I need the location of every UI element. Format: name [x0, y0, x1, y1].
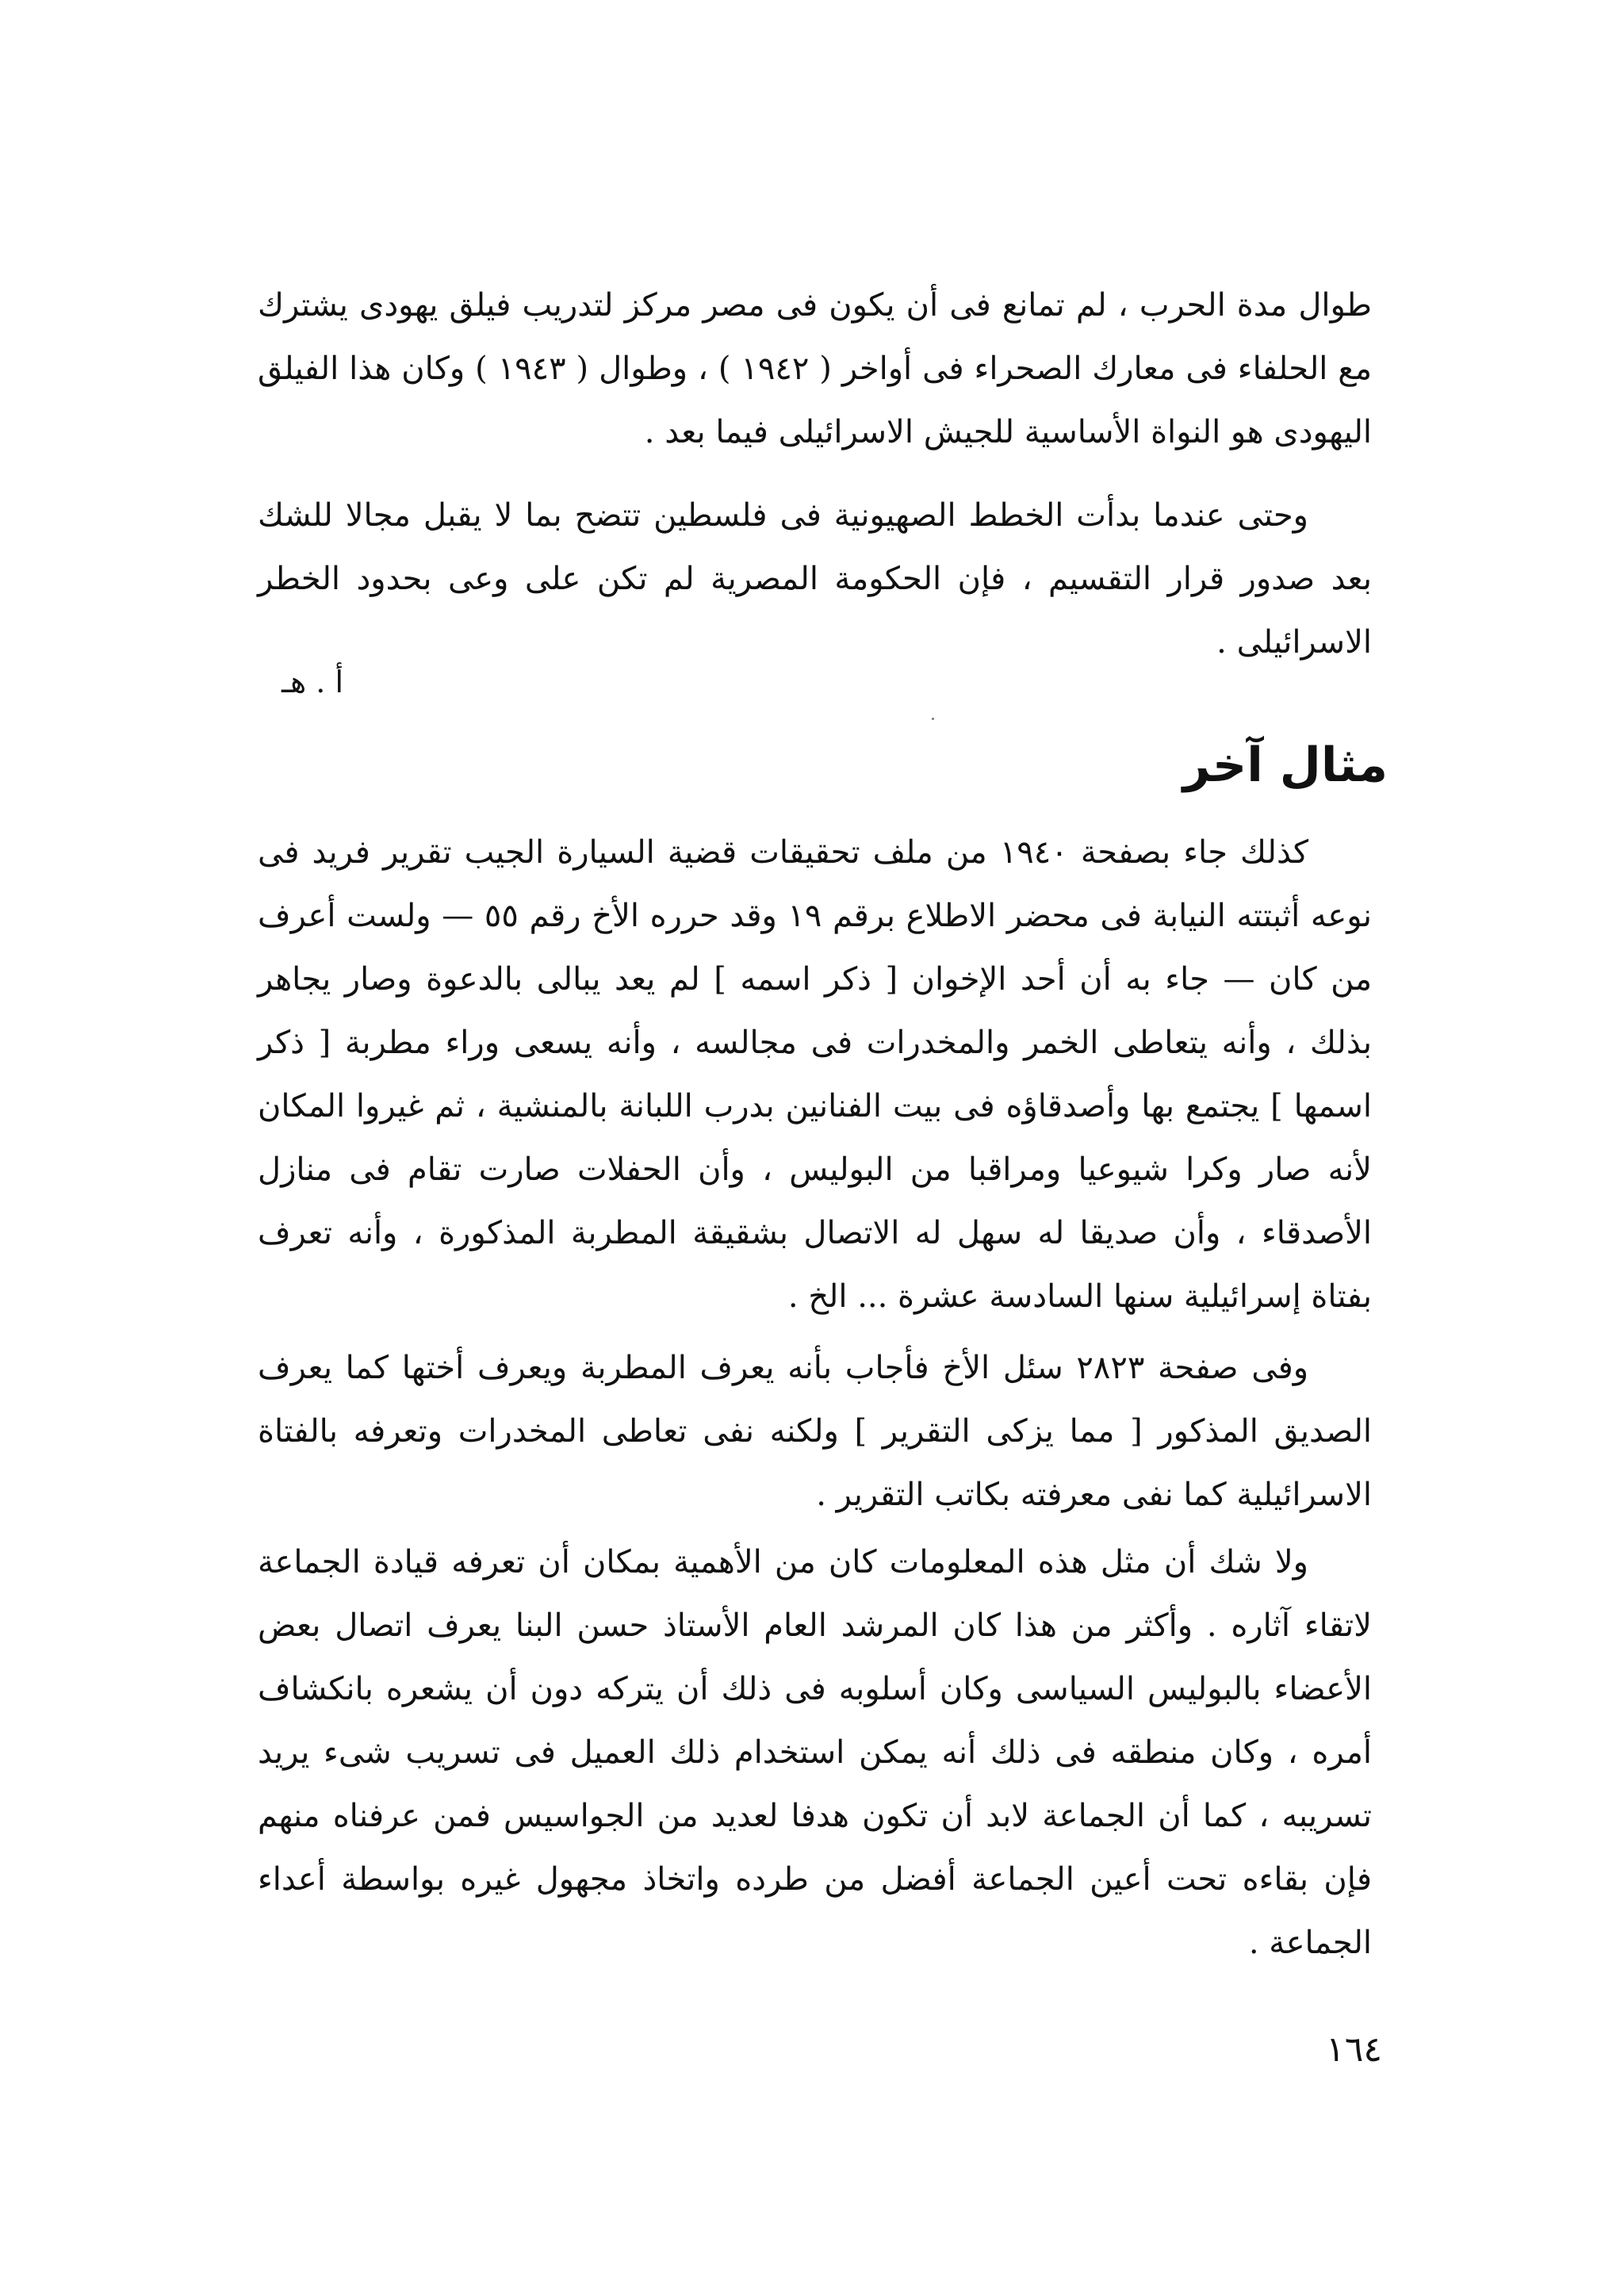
page-number: ١٦٤	[1326, 2029, 1382, 2070]
author-signature: أ . هـ	[282, 665, 343, 699]
paragraph-4: وفى صفحة ٢٨٢٣ سئل الأخ فأجاب بأنه يعرف المطربة ويعرف أختها كما يعرف الصديق المذكور [ مما يزكى التقرير ] ولكنه نفى تعاطى المخدرات وتعرفه بالفتاة الاسرائيلية كما نفى معرفته بكاتب التقرير .	[258, 1350, 1372, 1513]
paragraph-5: ولا شك أن مثل هذه المعلومات كان من الأهمية بمكان أن تعرفه قيادة الجماعة لاتقاء آثاره . وأكثر من هذا كان المرشد العام الأستاذ حسن البنا يعرف اتصال بعض الأعضاء بالبوليس السياسى وكان أسلوبه فى ذلك أن يتركه دون أن يشعره بانكشاف أمره ، وكان منطقه فى ذلك أنه يمكن استخدام ذلك العميل فى تسريب شىء يريد تسريبه ، كما أن الجماعة لابد أن تكون هدفا لعديد من الجواسيس فمن عرفناه منهم فإن بقاءه تحت أعين الجماعة أفضل من طرده واتخاذ مجهول غيره بواسطة أعداء الجماعة .	[258, 1544, 1372, 1961]
paragraph-1: طوال مدة الحرب ، لم تمانع فى أن يكون فى مصر مركز لتدريب فيلق يهودى يشترك مع الحلفاء فى معارك الصحراء فى أواخر ( ١٩٤٢ ) ، وطوال ( ١٩٤٣ ) وكان هذا الفيلق اليهودى هو النواة الأساسية للجيش الاسرائيلى فيما بعد .	[258, 287, 1373, 450]
section-heading: مثال آخر	[1182, 737, 1388, 793]
paragraph-3: كذلك جاء بصفحة ١٩٤٠ من ملف تحقيقات قضية السيارة الجيب تقرير فريد فى نوعه أثبتته النيابة فى محضر الاطلاع برقم ١٩ وقد حرره الأخ رقم ٥٥ — ولست أعرف من كان — جاء به أن أحد الإخوان [ ذكر اسمه ] لم يعد يبالى بالدعوة وصار يجاهر بذلك ، وأنه يتعاطى الخمر والمخدرات فى مجالسه ، وأنه يسعى وراء مطربة [ ذكر اسمها ] يجتمع بها وأصدقاؤه فى بيت الفنانين بدرب اللبانة بالمنشية ، ثم غيروا المكان لأنه صار وكرا شيوعيا ومراقبا من البوليس ، وأن الحفلات صارت تقام فى منازل الأصدقاء ، وأن صديقا له سهل له الاتصال بشقيقة المطربة المذكورة ، وأنه تعرف بفتاة إسرائيلية سنها السادسة عشرة ... الخ .	[258, 834, 1373, 1315]
paragraph-2: وحتى عندما بدأت الخطط الصهيونية فى فلسطين تتضح بما لا يقبل مجالا للشك بعد صدور قرار التقسيم ، فإن الحكومة المصرية لم تكن على وعى بحدود الخطر الاسرائيلى .	[258, 497, 1372, 661]
scan-speck	[932, 718, 934, 720]
